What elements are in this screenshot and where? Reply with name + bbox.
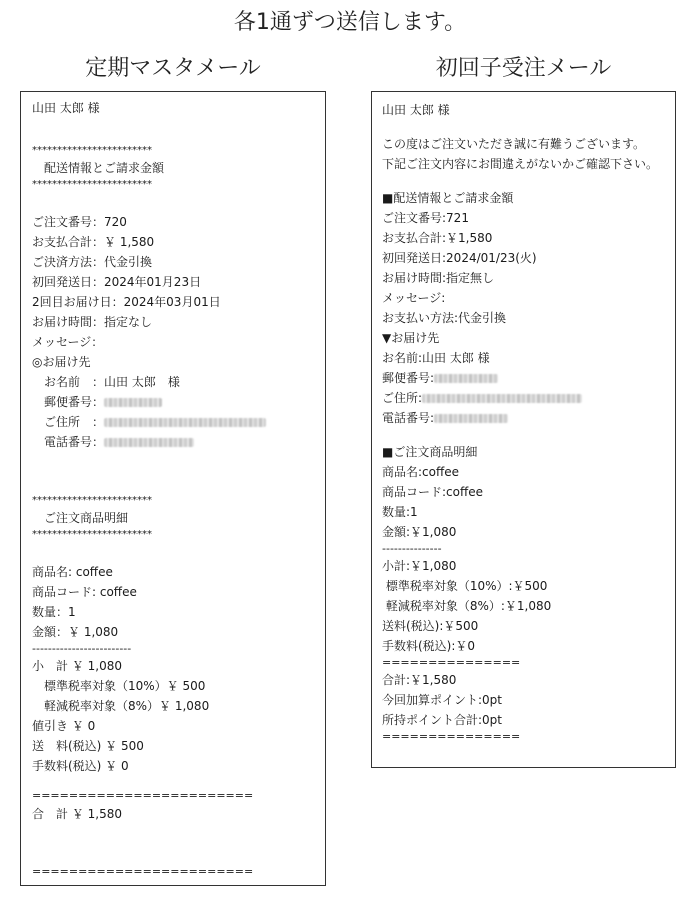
subtotal: 小 計 ￥ 1,080: [32, 659, 122, 673]
shipping-fee: 送料(税込):￥500: [382, 619, 479, 633]
quantity: 数量:1: [382, 505, 418, 519]
second-delivery-date: 2回目お届け日：2024年03月01日: [32, 295, 221, 309]
email-line: [32, 824, 325, 844]
product-name: 商品名:coffee: [382, 465, 460, 479]
left-column-title: 定期マスタメール: [85, 56, 261, 81]
phone-row: [32, 432, 325, 452]
handling-fee: 手数料(税込):￥0: [382, 639, 476, 653]
redacted-address: [422, 394, 582, 403]
first-child-order-email-panel: [371, 91, 676, 768]
redacted-phone: [434, 414, 508, 423]
redacted-phone: [104, 438, 194, 447]
standard-tax-target: 標準税率対象（10%）￥ 500: [32, 679, 206, 693]
reduced-tax-target: 軽減税率対象（8%）:￥1,080: [382, 599, 552, 613]
email-line: [382, 174, 675, 188]
points-added: 今回加算ポイント:0pt: [382, 693, 503, 707]
email-section-heading: ■ご注文商品明細: [382, 445, 478, 459]
email-separator: ************************: [32, 179, 152, 190]
payment-method: ご決済方法：代金引換: [32, 255, 153, 269]
product-code: 商品コード: coffee: [32, 585, 137, 599]
phone-label: 電話番号:: [382, 411, 435, 425]
email-separator: ************************: [32, 529, 152, 540]
grand-total: 合 計 ￥ 1,580: [32, 807, 122, 821]
subtotal: 小計:￥1,080: [382, 559, 457, 573]
points-total: 所持ポイント合計:0pt: [382, 713, 503, 727]
payment-total: お支払合計:￥1,580: [382, 231, 493, 245]
phone-row: [382, 408, 675, 428]
email-section-heading: 配送情報とご請求金額: [32, 161, 165, 175]
email-line: [32, 472, 325, 492]
email-line: [32, 542, 325, 562]
confirm-message: 下記ご注文内容にお間違えがないかご確認下さい。: [382, 157, 659, 171]
equals-separator: ===============: [382, 730, 521, 743]
redacted-address: [104, 418, 266, 427]
postal-code-label: 郵便番号：: [32, 395, 105, 409]
shipping-fee: 送 料(税込) ￥ 500: [32, 739, 144, 753]
email-line: [32, 844, 325, 864]
address-row: [32, 412, 325, 432]
recipient-name: お名前 ：山田 太郎 様: [32, 375, 180, 389]
address-label: ご住所 ：: [32, 415, 105, 429]
reduced-tax-target: 軽減税率対象（8%）￥ 1,080: [32, 699, 210, 713]
amount: 金額:￥1,080: [382, 525, 457, 539]
right-column-title: 初回子受注メール: [435, 56, 612, 81]
message: メッセージ:: [382, 291, 446, 305]
email-line: 山田 太郎 様: [32, 101, 100, 115]
standard-tax-target: 標準税率対象（10%）:￥500: [382, 579, 548, 593]
delivery-time: お届け時間：指定なし: [32, 315, 153, 329]
email-section-heading: ご注文商品明細: [32, 511, 129, 525]
dash-separator: ---------------: [382, 542, 442, 555]
discount: 値引き ￥ 0: [32, 719, 96, 733]
delivery-destination-heading: ◎お届け先: [32, 355, 91, 369]
email-line: [382, 120, 675, 134]
postal-code-row: [32, 392, 325, 412]
email-line: [382, 428, 675, 442]
phone-label: 電話番号：: [32, 435, 105, 449]
quantity: 数量：1: [32, 605, 76, 619]
equals-separator: ========================: [32, 789, 254, 802]
equals-separator: ========================: [32, 865, 254, 878]
first-shipping-date: 初回発送日:2024/01/23(火): [382, 251, 537, 265]
email-line: [32, 452, 325, 472]
page-title: 各1通ずつ送信します。: [233, 10, 467, 35]
redacted-postal-code: [104, 398, 162, 407]
thank-you-message: この度はご注文いただき誠に有難うございます。: [382, 137, 646, 151]
payment-total: お支払合計：￥ 1,580: [32, 235, 155, 249]
redacted-postal-code: [434, 374, 498, 383]
postal-code-row: [382, 368, 675, 388]
equals-separator: ===============: [382, 656, 521, 669]
email-separator: ************************: [32, 145, 152, 156]
subscription-master-email-panel: [20, 91, 326, 886]
address-label: ご住所:: [382, 391, 423, 405]
payment-method: お支払い方法:代金引換: [382, 311, 507, 325]
email-line: [32, 192, 325, 212]
handling-fee: 手数料(税込) ￥ 0: [32, 759, 129, 773]
amount: 金額：￥ 1,080: [32, 625, 119, 639]
email-section-heading: ■配送情報とご請求金額: [382, 191, 514, 205]
email-line: 山田 太郎 様: [382, 103, 450, 117]
product-code: 商品コード:coffee: [382, 485, 484, 499]
first-shipping-date: 初回発送日：2024年01月23日: [32, 275, 202, 289]
message: メッセージ：: [32, 335, 104, 349]
delivery-time: お届け時間:指定無し: [382, 271, 495, 285]
recipient-name: お名前:山田 太郎 様: [382, 351, 490, 365]
email-line: [32, 118, 325, 138]
postal-code-label: 郵便番号:: [382, 371, 435, 385]
delivery-destination-heading: ▼お届け先: [382, 331, 440, 345]
dash-separator: -------------------------: [32, 642, 132, 655]
order-number: ご注文番号：720: [32, 215, 127, 229]
email-line: [32, 776, 325, 788]
grand-total: 合計:￥1,580: [382, 673, 457, 687]
order-number: ご注文番号:721: [382, 211, 469, 225]
address-row: [382, 388, 675, 408]
email-separator: ************************: [32, 495, 152, 506]
product-name: 商品名: coffee: [32, 565, 113, 579]
